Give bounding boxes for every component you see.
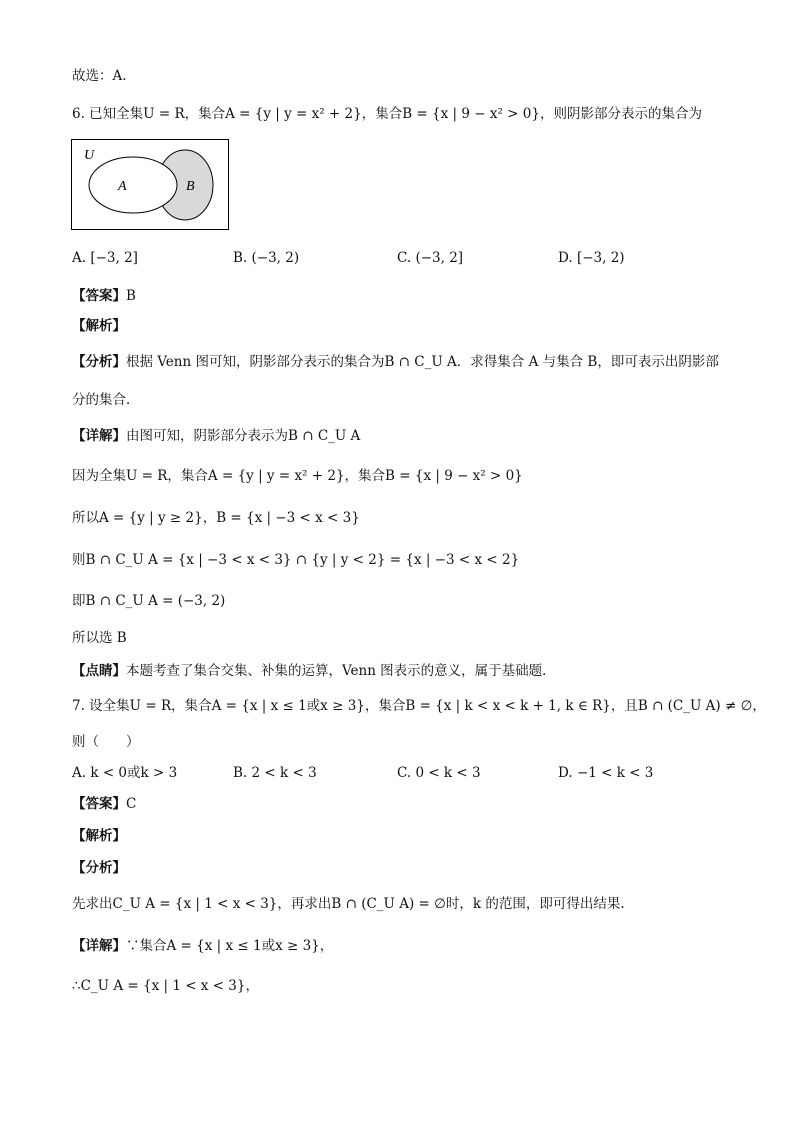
q7-fenxi: 先求出C_U A = {x | 1 < x < 3}，再求出B ∩ (C_U A) = ∅时，k 的范围，即可得出结果. xyxy=(72,896,625,912)
q7-fenxi-heading: 【分析】 xyxy=(72,860,126,876)
q6-dianjing: 【点睛】本题考查了集合交集、补集的运算，Venn 图表示的意义，属于基础题． xyxy=(72,663,556,679)
q6-analysis-heading: 【解析】 xyxy=(72,318,126,334)
q7-option-a: A. k < 0或k > 3 xyxy=(72,765,178,781)
q6-option-d: D. [−3, 2) xyxy=(558,250,625,266)
q7-option-c: C. 0 < k < 3 xyxy=(397,765,481,781)
text-line: 故选：A. xyxy=(72,68,127,84)
q7-answer: 【答案】C xyxy=(72,796,137,812)
q6-step-1: 因为全集U = R，集合A = {y | y = x² + 2}，集合B = {x | 9 − x² > 0} xyxy=(72,468,523,484)
q6-option-c: C. (−3, 2] xyxy=(397,250,464,266)
question-7-cont: 则（ ） xyxy=(72,734,140,750)
q6-fenxi: 【分析】根据 Venn 图可知，阴影部分表示的集合为B ∩ C_U A．求得集合 A 与集合 B，即可表示出阴影部 xyxy=(72,354,719,370)
question-6: 6. 已知全集U = R，集合A = {y | y = x² + 2}，集合B = {x | 9 − x² > 0}，则阴影部分表示的集合为 xyxy=(72,106,702,122)
q6-option-b: B. (−3, 2) xyxy=(233,250,300,266)
venn-label-a: A xyxy=(118,179,127,194)
q6-step-5: 所以选 B xyxy=(72,630,127,646)
q6-answer: 【答案】B xyxy=(72,288,136,304)
q7-step-2: ∴C_U A = {x | 1 < x < 3}， xyxy=(72,978,259,994)
q6-option-a: A. [−3, 2] xyxy=(72,250,138,266)
question-7: 7. 设全集U = R，集合A = {x | x ≤ 1或x ≥ 3}，集合B = {x | k < x < k + 1, k ∈ R}，且B ∩ (C_U A) ≠ ∅， xyxy=(72,698,766,714)
q7-xiangjie: 【详解】∵集合A = {x | x ≤ 1或x ≥ 3}， xyxy=(72,938,334,954)
q6-xiangjie: 【详解】由图可知，阴影部分表示为B ∩ C_U A xyxy=(72,428,361,444)
q6-step-3: 则B ∩ C_U A = {x | −3 < x < 3} ∩ {y | y < 2} = {x | −3 < x < 2} xyxy=(72,552,520,568)
venn-label-u: U xyxy=(84,148,95,163)
q7-option-b: B. 2 < k < 3 xyxy=(233,765,317,781)
q7-analysis-heading: 【解析】 xyxy=(72,828,126,844)
q6-step-2: 所以A = {y | y ≥ 2}，B = {x | −3 < x < 3} xyxy=(72,510,360,526)
q6-fenxi-cont: 分的集合． xyxy=(72,392,140,408)
venn-set-a xyxy=(89,157,177,213)
q7-option-d: D. −1 < k < 3 xyxy=(558,765,654,781)
venn-label-b: B xyxy=(186,179,195,194)
q6-step-4: 即B ∩ C_U A = (−3, 2) xyxy=(72,593,226,609)
venn-diagram xyxy=(71,139,230,231)
